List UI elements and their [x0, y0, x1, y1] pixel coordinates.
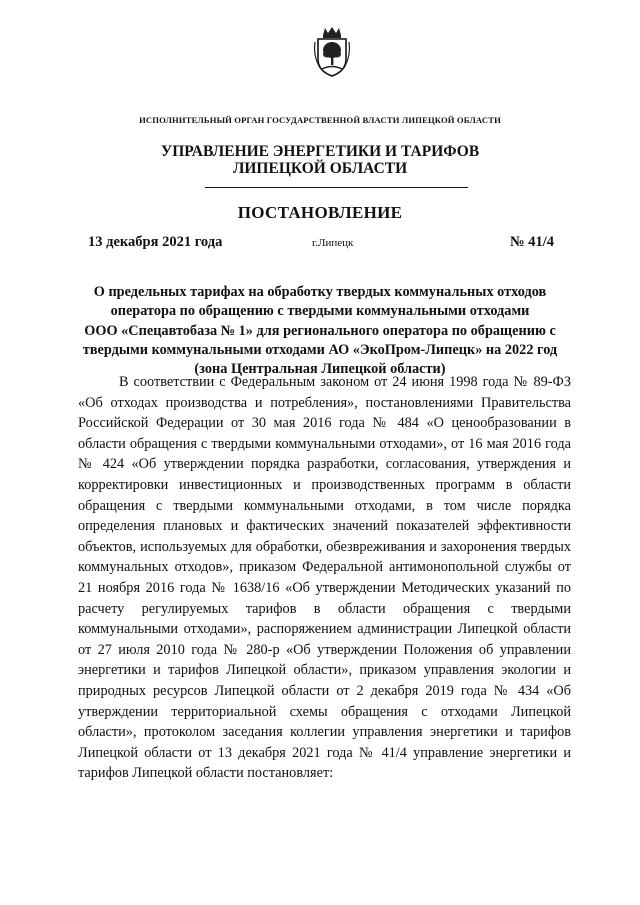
authority-line: ИСПОЛНИТЕЛЬНЫЙ ОРГАН ГОСУДАРСТВЕННОЙ ВЛАСТИ ЛИПЕЦКОЙ ОБЛАСТИ — [139, 115, 501, 125]
subject-line: твердыми коммунальными отходами АО «ЭкоПром-Липецк» на 2022 год — [82, 341, 558, 358]
coat-of-arms-emblem — [312, 26, 352, 78]
subject-line: (зона Центральная Липецкой области) — [194, 361, 446, 378]
subject-line: О предельных тарифах на обработку твердых коммунальных отходов — [93, 284, 547, 300]
department-name-line1: УПРАВЛЕНИЕ ЭНЕРГЕТИКИ И ТАРИФОВ — [160, 143, 480, 160]
header-divider — [205, 187, 468, 188]
department-name — [0, 143, 640, 177]
department-name-line2: ЛИПЕЦКОЙ ОБЛАСТИ — [232, 160, 408, 177]
document-city: г.Липецк — [312, 237, 354, 249]
body-paragraph: В соответствии с Федеральным законом от 24 июня 1998 года № 89-ФЗ «Об отходах производства и потребления», постановлениями Правительства Российской Федерации от 30 мая 2016 года № 484 «О ценообразовании в области обращения с твердыми коммунальными отходами», от 16 мая 2016 года № 424 «Об утверждении порядка разработки, согласования, утверждения и корректировки инвестиционных и производственных программ в области обращения с твердыми коммунальными отходами, в том числе порядка определения плановых и фактических значений показателей эффективности объектов, используемых для обработки, обезвреживания и захоронения твердых коммунальных отходов», приказом Федеральной антимонопольной службы от 21 ноября 2016 года № 1638/16 «Об утверждении Методических указаний по расчету регулируемых тарифов в области обращения с твердыми коммунальными отходами», распоряжением администрации Липецкой области от 27 июля 2010 года № 280-р «Об утверждении Положения об управлении энергетики и тарифов Липецкой области», приказом управления экологии и природных ресурсов Липецкой области от 2 декабря 2019 года № 434 «Об утверждении территориальной схемы обращения с отходами Липецкой области», протоколом заседания коллегии управления энергетики и тарифов Липецкой области от 13 декабря 2021 года № 41/4 управление энергетики и тарифов Липецкой области постановляет: — [78, 374, 571, 782]
subject-line: оператора по обращению с твердыми коммунальными отходами — [110, 303, 530, 320]
subject-line: ООО «Спецавтобаза № 1» для регионального оператора по обращению с — [84, 322, 556, 339]
document-type: ПОСТАНОВЛЕНИЕ — [237, 203, 403, 222]
document-date: 13 декабря 2021 года — [88, 234, 223, 250]
document-body — [78, 372, 571, 784]
document-number: № 41/4 — [510, 234, 554, 250]
document-subject — [60, 283, 580, 379]
